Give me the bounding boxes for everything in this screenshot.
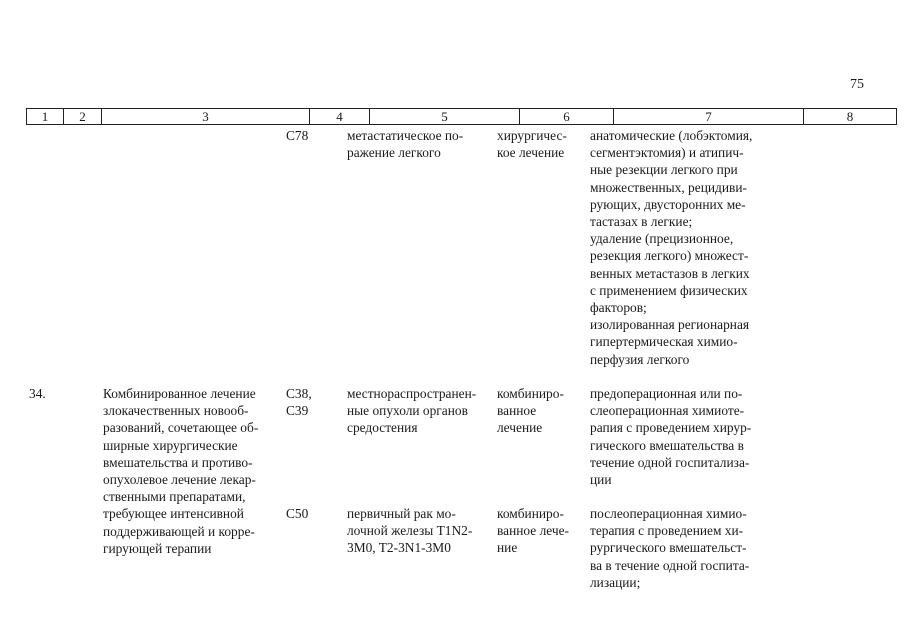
continued-method: анатомические (лобэктомия, сегментэктомия) и атипич- ные резекции легкого при множественных, рецидиви- рующих, двусторонних ме- тастазах в легкие; удаление (прецизионное, резекция легкого) множест- венных метастазов в легких с применением физических факторов; изолированная регионарная гипертермическая химио- перфузия легкого	[590, 128, 753, 367]
page-number: 75	[850, 77, 864, 92]
column-header-7: 7	[614, 109, 804, 125]
column-header-6: 6	[520, 109, 614, 125]
column-header-8: 8	[804, 109, 897, 125]
entry-model: первичный рак мо- лочной железы T1N2- 3M0, T2-3N1-3M0	[347, 506, 473, 556]
continued-code: C78	[286, 128, 309, 143]
entry-treatment: комбиниро- ванное лечение	[497, 386, 564, 436]
entry-code: C38, C39	[286, 386, 312, 419]
column-header-1: 1	[27, 109, 64, 125]
entry-method: предоперационная или по- слеоперационная химиоте- рапия с проведением хирур- гического вмешательства в течение одной госпитализа- ции	[590, 386, 752, 488]
column-header-5: 5	[370, 109, 520, 125]
entry-method: послеоперационная химио- терапия с проведением хи- рургического вмешательст- ва в течение одной госпита- лизации;	[590, 506, 750, 590]
column-header-2: 2	[64, 109, 102, 125]
column-header-row	[26, 108, 897, 125]
entry-model: местнораспространен- ные опухоли органов средостения	[347, 386, 477, 436]
care-type-name: Комбинированное лечение злокачественных новооб- разований, сочетающее об- ширные хирургические вмешательства и противо- опухолевое лечение лекар- ственными препаратами, требующее интенсивной поддерживающей и корре- гирующей терапии	[103, 386, 259, 556]
entry-treatment: комбиниро- ванное лече- ние	[497, 506, 570, 556]
row-number: 34.	[29, 386, 46, 401]
column-header-3: 3	[102, 109, 310, 125]
column-header-4: 4	[310, 109, 370, 125]
continued-model: метастатическое по- ражение легкого	[347, 128, 464, 161]
continued-treatment: хирургичес- кое лечение	[497, 128, 567, 161]
entry-code: C50	[286, 506, 309, 521]
